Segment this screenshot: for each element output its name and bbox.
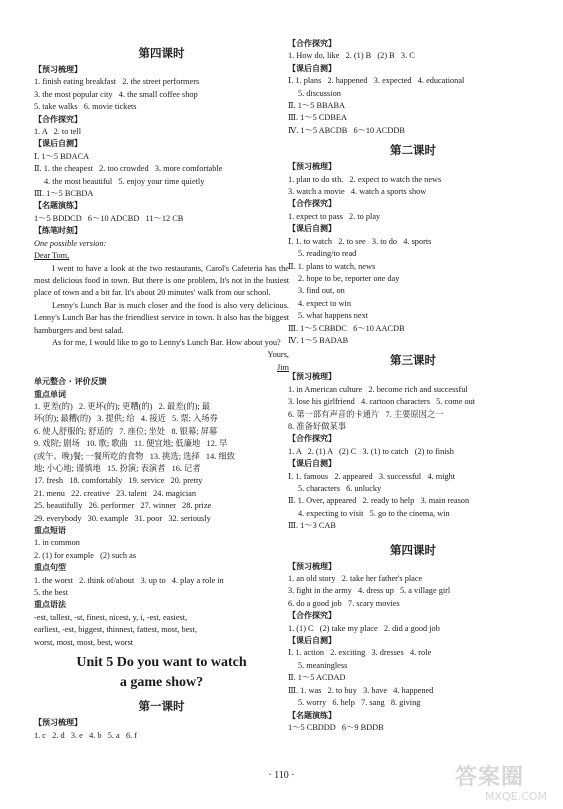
answer-line: 1. c 2. d 3. e 4. b 5. a 6. f xyxy=(34,730,138,740)
section-heading: 【名题演练】 xyxy=(288,710,336,720)
answer-line: 3. find out, on xyxy=(298,286,345,296)
section-heading: 【合作探究】 xyxy=(288,39,336,48)
unit-review-heading: 单元整合 · 评价反馈 xyxy=(34,377,107,387)
subsection-heading: 重点短语 xyxy=(34,526,66,536)
lesson-title: 第二课时 xyxy=(390,143,436,158)
section-heading: 【预习梳理】 xyxy=(288,561,336,571)
answer-line: 29. everybody 30. example 31. poor 32. seriously xyxy=(34,513,211,523)
lesson-title: 第四课时 xyxy=(390,542,436,557)
essay-paragraph: I went to have a look at the two restaurants, Carol's Cafeteria has the most delicious food in town. But there is one problem, It's not in the busiest place of town and a bit far. It's about 20 minutes' walk from our school. xyxy=(34,263,289,298)
answer-line: 8. 准备好做某事 xyxy=(288,421,347,431)
section-heading: 【预习梳理】 xyxy=(288,372,336,382)
answer-line: Ⅲ. 1～5 CDBEA xyxy=(288,113,347,123)
answer-line: 坏(的); 最糟(的) 3. 提供; 给 4. 接近 5. 票; 入场券 xyxy=(34,414,218,424)
answer-line: 5. characters 6. unlucky xyxy=(298,484,382,493)
answer-line: 9. 戏院; 剧场 10. 歌; 歌曲 11. 便宜地; 低廉地 12. 早 xyxy=(34,439,228,449)
answer-line: Ⅰ. 1. action 2. exciting 3. dresses 4. role xyxy=(288,648,432,658)
answer-line: Ⅱ. 1～5 ACDAD xyxy=(288,673,346,683)
answer-line: 2. hope to be, reporter one day xyxy=(298,273,400,283)
section-heading: 【课后自测】 xyxy=(288,636,336,646)
section-heading: 【课后自测】 xyxy=(288,224,336,234)
answer-line: Ⅱ. 1. Over, appeared 2. ready to help 3. main reason xyxy=(288,496,470,506)
answer-line: 1. 更差(的) 2. 更坏(的); 更糟(的) 2. 最差(的); 最 xyxy=(34,401,211,411)
answer-line: Ⅱ. 1. plans to watch, news xyxy=(288,261,376,271)
answer-line: Ⅱ. 1. the cheapest 2. too crowded 3. more comfortable xyxy=(34,164,223,174)
answer-line: 5. worry 6. help 7. sang 8. giving xyxy=(298,698,421,708)
section-heading: 【课后自测】 xyxy=(288,459,336,469)
lesson-title: 第一课时 xyxy=(138,699,185,714)
section-heading: 【合作探究】 xyxy=(34,114,82,124)
section-heading: 【预习梳理】 xyxy=(34,718,82,728)
answer-line: (或午、晚)餐; 一餐所吃的食物 13. 挑选; 选择 14. 细致 xyxy=(34,451,235,461)
answer-line: 3. lose his girlfriend 4. cartoon characters 5. come out xyxy=(288,397,476,407)
unit-title: Unit 5 Do you want to watch xyxy=(76,655,247,671)
section-heading: 【预习梳理】 xyxy=(288,162,336,172)
essay-paragraph: As for me, I would like to go to Lenny's Lunch Bar. How about you? xyxy=(52,337,281,347)
answer-line: 3. fight in the army 4. dress up 5. a village girl xyxy=(288,586,451,596)
answer-line: 3. watch a movie 4. watch a sports show xyxy=(288,187,427,197)
subsection-heading: 重点语法 xyxy=(34,600,66,610)
answer-line: 1. A 2. to tell xyxy=(34,127,82,137)
right-column xyxy=(288,38,538,734)
essay-closing: Yours, xyxy=(267,350,289,360)
answer-line: 4. expect to win xyxy=(298,298,351,308)
answer-line: 2. (1) for example (2) such as xyxy=(34,550,137,560)
answer-line: 5. discussion xyxy=(298,88,341,98)
left-column xyxy=(34,40,289,742)
section-heading: 【预习梳理】 xyxy=(34,65,82,74)
answer-line: Ⅱ. 1～5 BBABA xyxy=(288,101,346,111)
answer-line: -est, tallest, -st, finest, nicest, y, i, -est, easiest, xyxy=(34,612,188,622)
section-heading: 【名题演练】 xyxy=(34,201,82,211)
answer-line: Ⅲ. 1. was 2. to buy 3. have 4. happened xyxy=(288,685,434,695)
answer-line: 5. reading/to read xyxy=(298,249,357,259)
answer-line: earliest, -est, biggest, thinnest, fattest, most, best, xyxy=(34,625,197,635)
answer-line: Ⅲ. 1～3 CAB xyxy=(288,521,336,531)
answer-line: 1. an old story 2. take her father's place xyxy=(288,574,423,584)
watermark-logo xyxy=(455,760,555,805)
answer-line: Ⅰ. 1. plans 2. happened 3. expected 4. educational xyxy=(288,76,465,86)
answer-line: 1. How do, like 2. (1) B (2) B 3. C xyxy=(288,51,415,61)
watermark-url: MXQE.COM xyxy=(485,790,547,803)
answer-line: 17. fresh 18. comfortably 19. service 20. pretty xyxy=(34,476,203,486)
answer-line: 1～5 CBDDD 6～9 BDDB xyxy=(288,722,384,732)
answer-line: 5. what happens next xyxy=(298,311,369,321)
lesson-title: 第四课时 xyxy=(138,46,185,60)
answer-line: 1. finish eating breakfast 2. the street performers xyxy=(34,77,200,87)
answer-line: 6. 使人舒服的; 舒适的 7. 座位; 坐处 8. 银幕; 屏幕 xyxy=(34,426,218,436)
answer-line: 25. beautifully 26. performer 27. winner 28. prize xyxy=(34,501,212,511)
section-heading: 【练笔时刻】 xyxy=(34,226,82,236)
answer-line: 3. the most popular city 4. the small coffee shop xyxy=(34,89,198,99)
answer-line: Ⅳ. 1～5 BADAB xyxy=(288,335,349,345)
answer-line: 1. expect to pass 2. to play xyxy=(288,211,381,221)
page-number: · 110 · xyxy=(268,770,295,781)
section-heading: 【合作探究】 xyxy=(288,611,336,621)
section-heading: 【合作探究】 xyxy=(288,199,336,209)
answer-line: Ⅳ. 1～5 ABCDB 6～10 ACDDB xyxy=(288,125,405,135)
answer-line: 1. (1) C (2) take my place 2. did a good job xyxy=(288,623,440,633)
answer-line: 1. in common xyxy=(34,538,80,548)
answer-line: 1. the worst 2. think of/about 3. up to 4. play a role in xyxy=(34,575,224,585)
section-heading: 【合作探究】 xyxy=(288,434,336,444)
answer-line: 4. the most beautiful 5. enjoy your time quietly xyxy=(44,176,205,186)
essay-signature: Jim xyxy=(277,362,289,372)
watermark-text: 答案圈 xyxy=(455,765,525,790)
lesson-title: 第三课时 xyxy=(390,353,436,368)
answer-line: Ⅲ. 1～5 BCBDA xyxy=(34,189,94,199)
unit-title: a game show? xyxy=(119,675,204,691)
answer-line: 1. in American culture 2. become rich and successful xyxy=(288,384,468,394)
answer-line: 1. plan to do sth. 2. expect to watch the news xyxy=(288,174,442,184)
answer-line: Ⅰ. 1～5 BDACA xyxy=(34,151,90,161)
answer-line: 5. take walks 6. movie tickets xyxy=(34,102,137,112)
answer-line: 地; 小心地; 谨慎地 15. 扮演; 表演者 16. 记者 xyxy=(34,464,201,473)
answer-line: Ⅰ. 1. famous 2. appeared 3. successful 4. might xyxy=(288,471,456,481)
answer-line: 4. expecting to visit 5. go to the cinema, win xyxy=(298,508,450,518)
answer-line: 5. meaningless xyxy=(298,660,348,670)
subsection-heading: 重点句型 xyxy=(34,563,66,573)
section-heading: 【课后自测】 xyxy=(288,63,336,73)
answer-line: 1. A 2. (1) A (2) C 3. (1) to catch (2) to finish xyxy=(288,446,454,456)
essay-salutation: Dear Tom, xyxy=(34,251,70,261)
section-heading: 【课后自测】 xyxy=(34,139,82,149)
answer-line: worst, most, most, best, worst xyxy=(34,637,134,647)
answer-line: Ⅲ. 1～5 CBBDC 6～10 AACDB xyxy=(288,323,405,333)
answer-line: 1～5 BDDCD 6～10 ADCBD 11～12 CB xyxy=(34,213,184,223)
answer-line: 5. the best xyxy=(34,588,68,598)
answer-line: 21. menu 22. creative 23. talent 24. magician xyxy=(34,488,196,498)
essay-version-label: One possible version: xyxy=(34,238,107,248)
subsection-heading: 重点单词 xyxy=(34,389,66,399)
essay-paragraph: Lenny's Lunch Bar is much closer and the food is also very delicious. Lenny's Lunch Bar has the friendliest service in town. It also has the biggest hamburgers and best salad. xyxy=(34,300,289,335)
answer-line: 6. do a good job 7. scary movies xyxy=(288,598,400,608)
answer-line: 6. 第一部有声音的卡通片 7. 主要原因之一 xyxy=(288,409,444,419)
answer-line: Ⅰ. 1. to watch 2. to see 3. to do 4. sports xyxy=(288,236,432,246)
